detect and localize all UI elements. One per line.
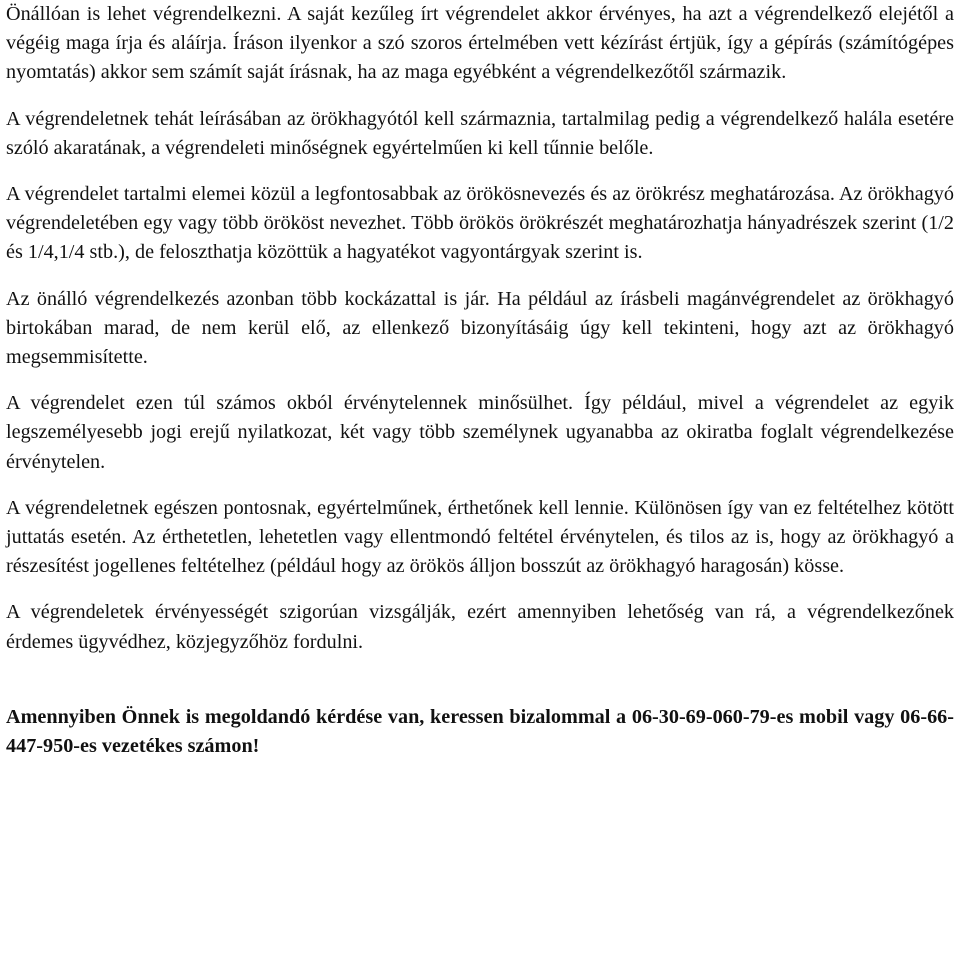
- paragraph-spacer: [6, 163, 954, 180]
- paragraph-spacer: [6, 657, 954, 703]
- paragraph-1: Önállóan is lehet végrendelkezni. A saját kezűleg írt végrendelet akkor érvényes, ha azt a végrendelkező elejétől a végéig maga írja és aláírja. Íráson ilyenkor a szó szoros értelmében vett kézírást értjük, így a gépírás (számítógépes nyomtatás) akkor sem számít saját írásnak, ha az maga egyébként a végrendelkezőtől származik.: [6, 3, 954, 84]
- paragraph-2: A végrendeletnek tehát leírásában az örökhagyótól kell származnia, tartalmilag pedig a végrendelkező halála esetére szóló akaratának, a végrendeleti minőségnek egyértelműen ki kell tűnnie belőle.: [6, 107, 954, 159]
- document-page: [6, 0, 954, 761]
- paragraph-5: A végrendelet ezen túl számos okból érvénytelennek minősülhet. Így például, mivel a végrendelet az egyik legszemélyesebb jogi erejű nyilatkozat, két vagy több személynek ugyanabba az okiratba foglalt végrendelkezése érvénytelen.: [6, 392, 954, 473]
- paragraph-spacer: [6, 372, 954, 389]
- paragraph-spacer: [6, 581, 954, 598]
- paragraph-spacer: [6, 88, 954, 105]
- paragraph-6: A végrendeletnek egészen pontosnak, egyértelműnek, érthetőnek kell lennie. Különösen így van ez feltételhez kötött juttatás esetén. Az érthetetlen, lehetetlen vagy ellentmondó feltétel érvénytelen, és tilos az is, hogy az örökhagyó a részesítést jogellenes feltételhez (például hogy az örökös álljon bosszút az örökhagyó haragosán) kösse.: [6, 496, 954, 578]
- paragraph-3: A végrendelet tartalmi elemei közül a legfontosabbak az örökösnevezés és az örökrész meghatározása. Az örökhagyó végrendeletében egy vagy több örököst nevezhet. Több örökös örökrészét meghatározhatja hányadrészek szerint (1/2 és 1/4,1/4 stb.), de feloszthatja közöttük a hagyatékot vagyontárgyak szerint is.: [6, 183, 954, 264]
- paragraph-spacer: [6, 268, 954, 285]
- paragraph-spacer: [6, 477, 954, 494]
- paragraph-4: Az önálló végrendelkezés azonban több kockázattal is jár. Ha például az írásbeli magánvégrendelet az örökhagyó birtokában marad, de nem kerül elő, az ellenkező bizonyításáig úgy kell tekinteni, hogy azt az örökhagyó megsemmisítette.: [6, 287, 954, 369]
- paragraph-7: A végrendeletek érvényességét szigorúan vizsgálják, ezért amennyiben lehetőség van rá, a végrendelkezőnek érdemes ügyvédhez, közjegyzőhöz fordulni.: [6, 601, 954, 653]
- closing-notice: Amennyiben Önnek is megoldandó kérdése van, keressen bizalommal a 06-30-69-060-79-es mobil vagy 06-66-447-950-es vezetékes számon!: [6, 705, 954, 758]
